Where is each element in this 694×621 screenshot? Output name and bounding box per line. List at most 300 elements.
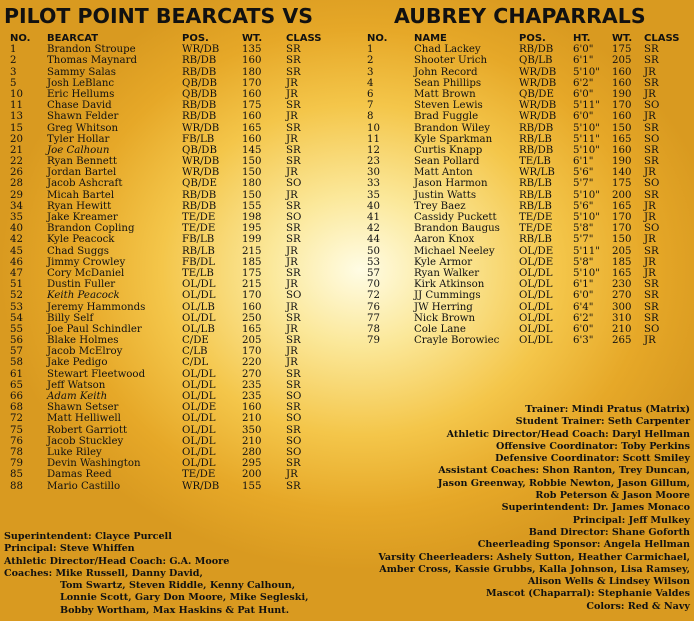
- class-year: JR: [644, 256, 656, 268]
- roster-row: [4, 178, 354, 189]
- height: 6'3": [573, 335, 594, 347]
- weight: 235: [242, 379, 262, 391]
- weight: 205: [242, 335, 262, 347]
- class-year: JR: [286, 133, 298, 145]
- player-name: Chad Suggs: [47, 245, 110, 257]
- class-year: SO: [286, 435, 302, 447]
- class-year: SR: [286, 402, 301, 414]
- player-name: JJ Cummings: [414, 290, 481, 302]
- position: RB/LB: [519, 200, 552, 212]
- weight: 180: [242, 178, 262, 190]
- position: WR/DB: [182, 44, 220, 56]
- roster-row: [4, 313, 354, 324]
- class-year: SO: [644, 223, 660, 235]
- jersey-number: 79: [367, 335, 380, 347]
- staff-line: Athletic Director/Head Coach: G.A. Moore: [4, 555, 230, 567]
- weight: 170: [612, 223, 632, 235]
- staff-line: Tom Swartz, Steven Riddle, Kenny Calhoun,: [60, 580, 296, 592]
- jersey-number: 4: [367, 77, 374, 89]
- height: 5'6": [573, 200, 594, 212]
- player-name: Adam Keith: [47, 391, 108, 402]
- class-year: JR: [286, 279, 298, 291]
- roster-header-row: [362, 33, 692, 44]
- staff-line: Defensive Coordinator: Scott Smiley: [495, 453, 690, 465]
- height: 5'10": [573, 189, 600, 201]
- position: OL/DE: [519, 256, 554, 268]
- jersey-number: 3: [367, 66, 374, 78]
- player-name: Shawn Setser: [47, 402, 119, 414]
- class-year: SO: [286, 212, 302, 223]
- class-year: JR: [644, 267, 656, 279]
- player-name: Kyle Armor: [414, 256, 473, 268]
- jersey-number: 79: [10, 458, 23, 470]
- position: QB/DB: [182, 88, 217, 100]
- class-year: JR: [286, 301, 298, 313]
- class-year: JR: [286, 245, 298, 257]
- roster-row: [4, 67, 354, 78]
- class-year: SR: [644, 290, 659, 302]
- jersey-number: 2: [10, 55, 17, 67]
- weight: 150: [242, 167, 262, 179]
- roster-row: [362, 190, 692, 201]
- height: 6'2": [573, 312, 594, 324]
- weight: 165: [242, 323, 262, 335]
- player-name: Damas Reed: [47, 469, 112, 481]
- weight: 165: [612, 133, 632, 145]
- player-name: Brandon Copling: [47, 223, 135, 235]
- position: RB/DB: [182, 66, 217, 78]
- position: OL/DL: [182, 435, 216, 447]
- jersey-number: 85: [10, 469, 23, 481]
- player-name: Kyle Sparkman: [414, 133, 493, 145]
- jersey-number: 6: [367, 88, 374, 100]
- class-year: JR: [644, 335, 656, 347]
- player-name: Jason Harmon: [414, 178, 488, 190]
- player-name: Greg Whitson: [47, 122, 119, 134]
- position: RB/DB: [182, 100, 217, 112]
- weight: 230: [612, 279, 632, 291]
- weight: 190: [612, 88, 632, 100]
- roster-row: [362, 145, 692, 156]
- weight: 165: [242, 122, 262, 134]
- player-name: Ryan Hewitt: [47, 200, 112, 212]
- weight: 135: [242, 44, 262, 56]
- height: 6'0": [573, 290, 594, 302]
- jersey-number: 1: [10, 44, 17, 56]
- player-name: Sammy Salas: [47, 66, 116, 78]
- class-year: JR: [644, 111, 656, 123]
- player-name: Aaron Knox: [414, 234, 475, 246]
- position: OL/DL: [182, 312, 216, 324]
- jersey-number: 11: [367, 133, 380, 145]
- position: OL/DL: [519, 323, 553, 335]
- jersey-number: 75: [10, 424, 23, 436]
- height: 5'8": [573, 256, 594, 268]
- weight: 150: [612, 234, 632, 246]
- class-year: SR: [644, 301, 659, 313]
- class-year: SR: [286, 379, 301, 391]
- jersey-number: 7: [367, 100, 374, 112]
- weight: 220: [242, 357, 262, 369]
- roster-row: [4, 481, 354, 492]
- player-name: Michael Neeley: [414, 245, 495, 257]
- class-year: SR: [286, 267, 301, 279]
- jersey-number: 40: [10, 223, 23, 235]
- jersey-number: 58: [10, 357, 23, 369]
- jersey-number: 10: [367, 122, 380, 134]
- roster-row: [4, 346, 354, 357]
- bearcats-roster: [4, 33, 354, 492]
- player-name: BEARCAT: [47, 33, 99, 44]
- player-name: Brandon Wiley: [414, 122, 491, 134]
- staff-line: Trainer: Mindi Pratus (Matrix): [525, 404, 690, 415]
- position: OL/DL: [182, 424, 216, 436]
- roster-row: [362, 246, 692, 257]
- weight: 170: [612, 100, 632, 112]
- roster-row: [362, 201, 692, 212]
- class-year: SR: [286, 66, 301, 78]
- position: RB/LB: [519, 189, 552, 201]
- class-year: SR: [286, 156, 301, 168]
- position: OL/DL: [182, 458, 216, 470]
- position: OL/DL: [519, 279, 553, 291]
- weight: WT.: [612, 33, 633, 44]
- player-name: Sean Pollard: [414, 156, 480, 168]
- player-name: Cole Lane: [414, 323, 466, 335]
- weight: 185: [612, 256, 632, 268]
- jersey-number: 11: [10, 100, 23, 112]
- class-year: CLASS: [286, 33, 322, 44]
- player-name: Ryan Bennett: [47, 156, 117, 168]
- chaparrals-staff-list: [360, 404, 690, 613]
- position: OL/DL: [519, 267, 553, 279]
- weight: 190: [612, 156, 632, 168]
- jersey-number: 66: [10, 391, 23, 402]
- position: WR/LB: [519, 167, 555, 179]
- weight: 270: [242, 368, 262, 380]
- staff-line: Lonnie Scott, Gary Don Moore, Mike Segleski,: [60, 592, 309, 604]
- jersey-number: NO.: [367, 33, 388, 44]
- class-year: SO: [286, 446, 302, 458]
- class-year: JR: [286, 346, 298, 358]
- position: OL/DL: [182, 391, 216, 402]
- title-home-team: PILOT POINT BEARCATS VS: [4, 4, 314, 28]
- weight: 160: [612, 66, 632, 78]
- weight: 160: [612, 77, 632, 89]
- player-name: Jeff Watson: [47, 379, 106, 391]
- roster-row: [362, 55, 692, 66]
- weight: 160: [242, 111, 262, 123]
- staff-line: Amber Cross, Kassie Grubbs, Kalla Johnson, Lisa Ramsey,: [379, 563, 690, 575]
- class-year: SO: [286, 391, 302, 402]
- class-year: SR: [644, 312, 659, 324]
- player-name: Jimmy Crowley: [47, 256, 126, 268]
- position: RB/DB: [519, 144, 554, 156]
- roster-row: [362, 290, 692, 301]
- jersey-number: 40: [367, 200, 380, 212]
- player-name: Josh LeBlanc: [47, 77, 115, 89]
- player-name: Joe Paul Schindler: [47, 323, 142, 335]
- class-year: SR: [286, 144, 301, 156]
- roster-row: [362, 324, 692, 335]
- jersey-number: 29: [10, 189, 23, 201]
- weight: 175: [242, 100, 262, 112]
- weight: 195: [242, 223, 262, 235]
- player-name: Jacob Ashcraft: [47, 178, 123, 190]
- weight: 210: [242, 413, 262, 425]
- weight: 160: [242, 133, 262, 145]
- position: OL/DE: [182, 402, 217, 414]
- roster-row: [4, 335, 354, 346]
- player-name: Thomas Maynard: [47, 55, 137, 67]
- roster-row: [362, 67, 692, 78]
- position: POS.: [182, 33, 209, 44]
- player-name: Mario Castillo: [47, 480, 121, 492]
- roster-row: [4, 111, 354, 122]
- player-name: Dustin Fuller: [47, 279, 116, 291]
- jersey-number: 15: [10, 122, 23, 134]
- jersey-number: 47: [10, 267, 23, 279]
- roster-row: [362, 257, 692, 268]
- roster-row: [362, 78, 692, 89]
- roster-row: [4, 234, 354, 245]
- staff-line: Student Trainer: Seth Carpenter: [515, 416, 690, 428]
- position: OL/LB: [182, 323, 215, 335]
- class-year: SO: [644, 100, 660, 112]
- staff-line: Superintendent: Clayce Purcell: [4, 531, 172, 542]
- player-name: Chase David: [47, 100, 112, 112]
- weight: 180: [242, 66, 262, 78]
- position: WR/DB: [182, 480, 220, 492]
- weight: 165: [612, 267, 632, 279]
- position: OL/DE: [519, 245, 554, 257]
- class-year: SR: [286, 200, 301, 212]
- height: 6'1": [573, 279, 594, 291]
- weight: 198: [242, 212, 262, 223]
- position: WR/DB: [519, 77, 557, 89]
- roster-row: [4, 290, 354, 301]
- position: C/DL: [182, 357, 209, 369]
- height: 5'10": [573, 144, 600, 156]
- weight: 235: [242, 391, 262, 402]
- class-year: JR: [644, 88, 656, 100]
- player-name: Matt Helliwell: [47, 413, 121, 425]
- player-name: Kyle Peacock: [47, 234, 115, 246]
- weight: 250: [242, 312, 262, 324]
- jersey-number: 76: [10, 435, 23, 447]
- position: WR/DB: [182, 167, 220, 179]
- height: 5'11": [573, 100, 600, 112]
- jersey-number: 50: [367, 245, 380, 257]
- player-name: Jake Pedigo: [47, 357, 108, 369]
- player-name: JW Herring: [414, 301, 473, 313]
- player-name: Crayle Borowiec: [414, 335, 500, 347]
- position: C/LB: [182, 346, 208, 358]
- roster-row: [4, 469, 354, 480]
- position: RB/DB: [519, 44, 554, 56]
- jersey-number: 72: [367, 290, 380, 302]
- program-title: [4, 4, 694, 30]
- player-name: Brad Fuggle: [414, 111, 479, 123]
- jersey-number: 28: [10, 178, 23, 190]
- roster-row: [4, 201, 354, 212]
- class-year: JR: [286, 189, 298, 201]
- player-name: Luke Riley: [47, 446, 102, 458]
- player-name: John Record: [414, 66, 478, 78]
- height: 5'10": [573, 267, 600, 279]
- weight: 270: [612, 290, 632, 302]
- position: FB/LB: [182, 234, 215, 246]
- roster-row: [362, 178, 692, 189]
- roster-row: [4, 279, 354, 290]
- class-year: JR: [286, 357, 298, 369]
- position: RB/LB: [519, 133, 552, 145]
- player-name: Tyler Hollar: [47, 133, 110, 145]
- bearcats-staff-list: [4, 531, 364, 617]
- class-year: SO: [286, 290, 302, 302]
- staff-line: Band Director: Shane Goforth: [528, 526, 690, 538]
- position: TE/LB: [182, 267, 214, 279]
- position: OL/DL: [182, 368, 216, 380]
- position: QB/DB: [182, 77, 217, 89]
- staff-line: Colors: Red & Navy: [586, 600, 690, 612]
- roster-row: [4, 268, 354, 279]
- class-year: JR: [644, 212, 656, 223]
- jersey-number: 57: [10, 346, 23, 358]
- position: OL/DL: [519, 312, 553, 324]
- weight: 155: [242, 200, 262, 212]
- class-year: SR: [286, 223, 301, 235]
- class-year: SO: [286, 178, 302, 190]
- jersey-number: 57: [367, 267, 380, 279]
- position: RB/DB: [182, 111, 217, 123]
- weight: 200: [242, 469, 262, 481]
- jersey-number: 76: [367, 301, 380, 313]
- position: QB/DB: [182, 144, 217, 156]
- class-year: JR: [644, 234, 656, 246]
- class-year: SR: [644, 189, 659, 201]
- class-year: SR: [644, 55, 659, 67]
- player-name: Curtis Knapp: [414, 144, 483, 156]
- height: 5'10": [573, 66, 600, 78]
- jersey-number: 56: [10, 335, 23, 347]
- player-name: Justin Watts: [414, 189, 477, 201]
- position: OL/LB: [182, 301, 215, 313]
- roster-header-row: [4, 33, 354, 44]
- roster-row: [4, 78, 354, 89]
- roster-row: [362, 123, 692, 134]
- player-name: Stewart Fleetwood: [47, 368, 146, 380]
- roster-row: [4, 324, 354, 335]
- class-year: SO: [644, 178, 660, 190]
- jersey-number: 42: [367, 223, 380, 235]
- roster-row: [4, 436, 354, 447]
- player-name: Robert Garriott: [47, 424, 128, 436]
- height: HT.: [573, 33, 591, 44]
- staff-line: Jason Greenway, Robbie Newton, Jason Gillum,: [437, 477, 690, 489]
- roster-row: [4, 223, 354, 234]
- position: TE/DE: [182, 469, 216, 481]
- player-name: Jake Kreamer: [47, 212, 118, 223]
- roster-row: [362, 89, 692, 100]
- position: TE/DE: [182, 223, 216, 235]
- jersey-number: 54: [10, 312, 23, 324]
- height: 5'11": [573, 245, 600, 257]
- weight: 160: [242, 55, 262, 67]
- roster-row: [4, 156, 354, 167]
- roster-row: [362, 111, 692, 122]
- weight: 170: [612, 212, 632, 223]
- class-year: SR: [286, 480, 301, 492]
- jersey-number: 23: [367, 156, 380, 168]
- position: RB/DB: [182, 200, 217, 212]
- jersey-number: 70: [367, 279, 380, 291]
- weight: 350: [242, 424, 262, 436]
- class-year: SO: [644, 323, 660, 335]
- class-year: JR: [286, 167, 298, 179]
- staff-line: Bobby Wortham, Max Haskins & Pat Hunt.: [60, 604, 290, 616]
- roster-row: [4, 413, 354, 424]
- weight: 185: [242, 256, 262, 268]
- jersey-number: 77: [367, 312, 380, 324]
- jersey-number: 26: [10, 167, 23, 179]
- player-name: Eric Hellums: [47, 88, 115, 100]
- weight: 145: [242, 144, 262, 156]
- weight: 175: [612, 178, 632, 190]
- jersey-number: 8: [367, 111, 374, 123]
- player-name: Shooter Urich: [414, 55, 488, 67]
- roster-row: [4, 257, 354, 268]
- weight: 215: [242, 279, 262, 291]
- class-year: JR: [286, 256, 298, 268]
- roster-row: [362, 156, 692, 167]
- player-name: Steven Lewis: [414, 100, 483, 112]
- position: QB/LB: [519, 55, 553, 67]
- jersey-number: 2: [367, 55, 374, 67]
- position: OL/DL: [182, 379, 216, 391]
- jersey-number: 68: [10, 402, 23, 414]
- weight: 265: [612, 335, 632, 347]
- roster-row: [4, 380, 354, 391]
- class-year: SR: [644, 144, 659, 156]
- weight: 155: [242, 480, 262, 492]
- jersey-number: 53: [367, 256, 380, 268]
- title-visiting-team: AUBREY CHAPARRALS: [394, 4, 646, 28]
- player-name: Brandon Stroupe: [47, 44, 136, 56]
- player-name: Jacob Stuckley: [47, 435, 124, 447]
- weight: WT.: [242, 33, 263, 44]
- jersey-number: 61: [10, 368, 23, 380]
- jersey-number: 12: [367, 144, 380, 156]
- class-year: JR: [286, 323, 298, 335]
- roster-row: [362, 335, 692, 346]
- roster-row: [4, 44, 354, 55]
- weight: 170: [242, 346, 262, 358]
- position: OL/DL: [182, 413, 216, 425]
- player-name: Chad Lackey: [414, 44, 481, 56]
- jersey-number: NO.: [10, 33, 31, 44]
- roster-row: [4, 425, 354, 436]
- player-name: Joe Calhoun: [47, 144, 110, 156]
- weight: 300: [612, 301, 632, 313]
- class-year: SR: [644, 156, 659, 168]
- weight: 165: [612, 200, 632, 212]
- weight: 205: [612, 55, 632, 67]
- roster-row: [4, 212, 354, 223]
- player-name: Matt Brown: [414, 88, 476, 100]
- player-name: Sean Phillips: [414, 77, 482, 89]
- weight: 210: [612, 323, 632, 335]
